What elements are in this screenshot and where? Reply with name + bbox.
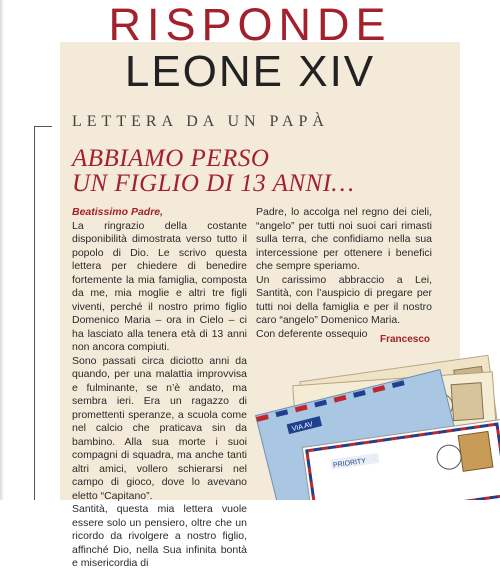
airmail-label: VIA AV <box>291 421 314 434</box>
side-rule-vertical <box>34 126 35 500</box>
envelopes-illustration <box>236 348 500 500</box>
paragraph: Santità, questa mia lettera vuole essere solo un pensiero, oltre che un ricordo da rivolgere a nostro figlio, affinché Dio, nella Sua infinita bontà e misericordia di <box>72 503 247 569</box>
paragraph: Un carissimo abbraccio a Lei, Santità, con l’auspicio di pregare per tutti noi della famiglia e per il nostro caro “angelo” Domenico Maria. <box>256 273 432 326</box>
side-rule-horizontal <box>34 126 52 127</box>
section-title-line2: LEONE XIV <box>124 47 376 96</box>
section-title-line1: RISPONDE <box>108 0 392 50</box>
paragraph: Padre, lo accolga nel regno dei cieli, “angelo” per tutti noi suoi cari rimasti sulla terra, che confidiamo nella sua intercessione per ottenere i benefici che sempre speriamo. <box>256 206 432 272</box>
article-kicker: LETTERA DA UN PAPÀ <box>72 113 329 130</box>
paragraph: La ringrazio della costante disponibilità dimostrata verso tutto il popolo di Dio. Le scrivo questa lettera per chiedere di benedire fortemente la mia famiglia, composta da me, mia moglie e altri tre figli viventi, perché il nostro primo figlio Domenico Maria – ora in Cielo – ci ha lasciato alla tenera età di 13 anni non ancora compiuti. <box>72 219 247 353</box>
headline-line-2: UN FIGLIO DI 13 ANNI… <box>72 170 355 197</box>
priority-label: PRIORITY <box>332 457 367 470</box>
article-column-right <box>256 206 432 341</box>
article-headline <box>72 146 452 196</box>
signature: Francesco <box>380 334 431 345</box>
article-column-left <box>72 206 247 571</box>
paragraph: Sono passati circa diciotto anni da quando, per una malattia improvvisa e fulminante, se n’è andato, ma sembra ieri. Era un ragazzo di promettenti speranze, a scuola come nel calcio che praticava sin da bambino. Alla sua morte i suoi compagni di squadra, ma anche tanti altri amici, vollero schierarsi nel campo di gioco, dove lo avevano eletto “Capitano”. <box>72 354 247 502</box>
paragraph: Con deferente ossequio <box>256 327 368 340</box>
salutation: Beatissimo Padre, <box>72 206 164 218</box>
headline-line-1: ABBIAMO PERSO <box>72 145 270 172</box>
